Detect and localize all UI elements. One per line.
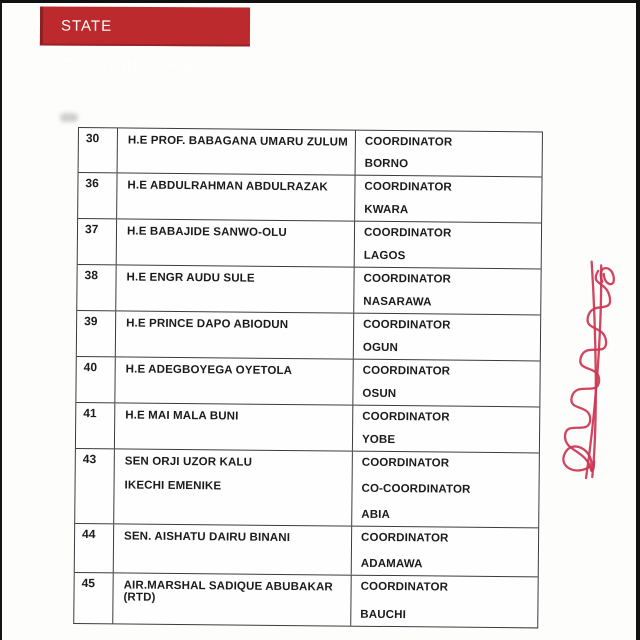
role-state-line: COORDINATOR bbox=[361, 531, 449, 545]
table-row bbox=[75, 524, 538, 577]
role-state-cell bbox=[351, 576, 537, 628]
coordinator-name-cell bbox=[117, 219, 355, 266]
role-state-line: KWARA bbox=[364, 203, 409, 217]
role-state-line: COORDINATOR bbox=[361, 456, 450, 470]
role-state-cell bbox=[354, 268, 540, 315]
role-state-cell bbox=[353, 360, 539, 407]
row-number-cell: 41 bbox=[76, 403, 115, 448]
role-state-cell bbox=[356, 131, 542, 177]
coordinator-name: AIR.MARSHAL SADIQUE ABUBAKAR (RTD) bbox=[123, 579, 333, 604]
role-state-line: LAGOS bbox=[363, 249, 406, 263]
role-state-line: BAUCHI bbox=[360, 608, 407, 622]
coordinator-name: H.E ENGR AUDU SULE bbox=[126, 271, 255, 285]
role-state-line: COORDINATOR bbox=[360, 580, 449, 594]
coordinator-name-cell bbox=[114, 449, 353, 525]
role-state-line: CO-COORDINATOR bbox=[361, 482, 471, 496]
photo-edge-left bbox=[0, 0, 2, 640]
signature bbox=[546, 256, 634, 482]
coordinator-name: H.E PRINCE DAPO ABIODUN bbox=[126, 317, 289, 332]
coordinator-name-cell bbox=[115, 403, 353, 450]
role-state-line: COORDINATOR bbox=[364, 135, 453, 149]
role-state-cell bbox=[355, 176, 541, 223]
role-state-line: COORDINATOR bbox=[362, 410, 450, 424]
coordinator-name-cell bbox=[118, 128, 356, 174]
role-state-line: BORNO bbox=[364, 157, 409, 171]
coordinator-name-cell bbox=[113, 573, 351, 625]
table-row bbox=[78, 219, 541, 269]
row-number-cell: 37 bbox=[78, 219, 117, 264]
row-number-cell: 38 bbox=[77, 265, 116, 310]
table-row bbox=[76, 403, 539, 453]
coordinator-name: SEN ORJI UZOR KALU bbox=[124, 455, 253, 469]
coordinator-name-cell bbox=[115, 357, 353, 404]
row-number-cell: 40 bbox=[76, 357, 115, 402]
role-state-line: OSUN bbox=[362, 387, 397, 401]
coordinator-name: SEN. AISHATU DAIRU BINANI bbox=[124, 530, 291, 545]
table-row bbox=[79, 128, 542, 177]
table-row bbox=[74, 573, 537, 627]
coordinator-name: H.E MAI MALA BUNI bbox=[125, 409, 239, 423]
coordinator-name: H.E PROF. BABAGANA UMARU ZULUM bbox=[127, 134, 348, 149]
row-number-cell: 44 bbox=[75, 524, 114, 572]
table-row bbox=[76, 357, 539, 407]
row-number-cell: 30 bbox=[79, 128, 118, 172]
coordinator-name-cell bbox=[114, 524, 352, 574]
coordinator-name: H.E BABAJIDE SANWO-OLU bbox=[126, 225, 287, 240]
role-state-line: COORDINATOR bbox=[363, 318, 451, 332]
role-state-line: COORDINATOR bbox=[363, 226, 452, 240]
table-row bbox=[77, 311, 540, 361]
row-number-cell: 39 bbox=[77, 311, 116, 356]
coordinator-name-cell bbox=[117, 173, 355, 220]
role-state-line: OGUN bbox=[362, 341, 399, 355]
role-state-cell bbox=[352, 452, 539, 528]
table-row bbox=[77, 265, 540, 315]
title-badge bbox=[40, 6, 250, 75]
coordinator-name-cell bbox=[116, 311, 354, 358]
role-state-cell bbox=[352, 527, 538, 577]
table-row bbox=[75, 449, 539, 528]
role-state-cell bbox=[353, 406, 539, 453]
photo-edge-top bbox=[0, 0, 640, 3]
role-state-line: NASARAWA bbox=[363, 295, 432, 309]
table-row bbox=[78, 173, 541, 223]
row-number-cell: 36 bbox=[78, 173, 117, 218]
coordinator-name: H.E ABDULRAHMAN ABDULRAZAK bbox=[127, 179, 328, 194]
coordinator-name: H.E ADEGBOYEGA OYETOLA bbox=[125, 363, 293, 378]
role-state-line: COORDINATOR bbox=[362, 364, 451, 378]
row-number-cell: 43 bbox=[75, 449, 115, 523]
scan-smudge bbox=[60, 113, 78, 122]
role-state-cell bbox=[354, 314, 540, 361]
title-badge-label: STATE COORDINATORS bbox=[60, 17, 194, 75]
row-number-cell: 45 bbox=[74, 573, 113, 623]
role-state-cell bbox=[355, 222, 541, 269]
role-state-line: YOBE bbox=[361, 433, 396, 447]
photo-edge-right bbox=[636, 0, 640, 640]
role-state-line: ABIA bbox=[361, 508, 391, 522]
signature-ink bbox=[548, 257, 632, 482]
coordinators-table bbox=[73, 127, 543, 628]
role-state-line: ADAMAWA bbox=[360, 557, 423, 571]
coordinator-name: IKECHI EMENIKE bbox=[124, 479, 222, 493]
coordinator-name-cell bbox=[116, 265, 354, 312]
role-state-line: COORDINATOR bbox=[363, 272, 452, 286]
role-state-line: COORDINATOR bbox=[364, 180, 452, 194]
